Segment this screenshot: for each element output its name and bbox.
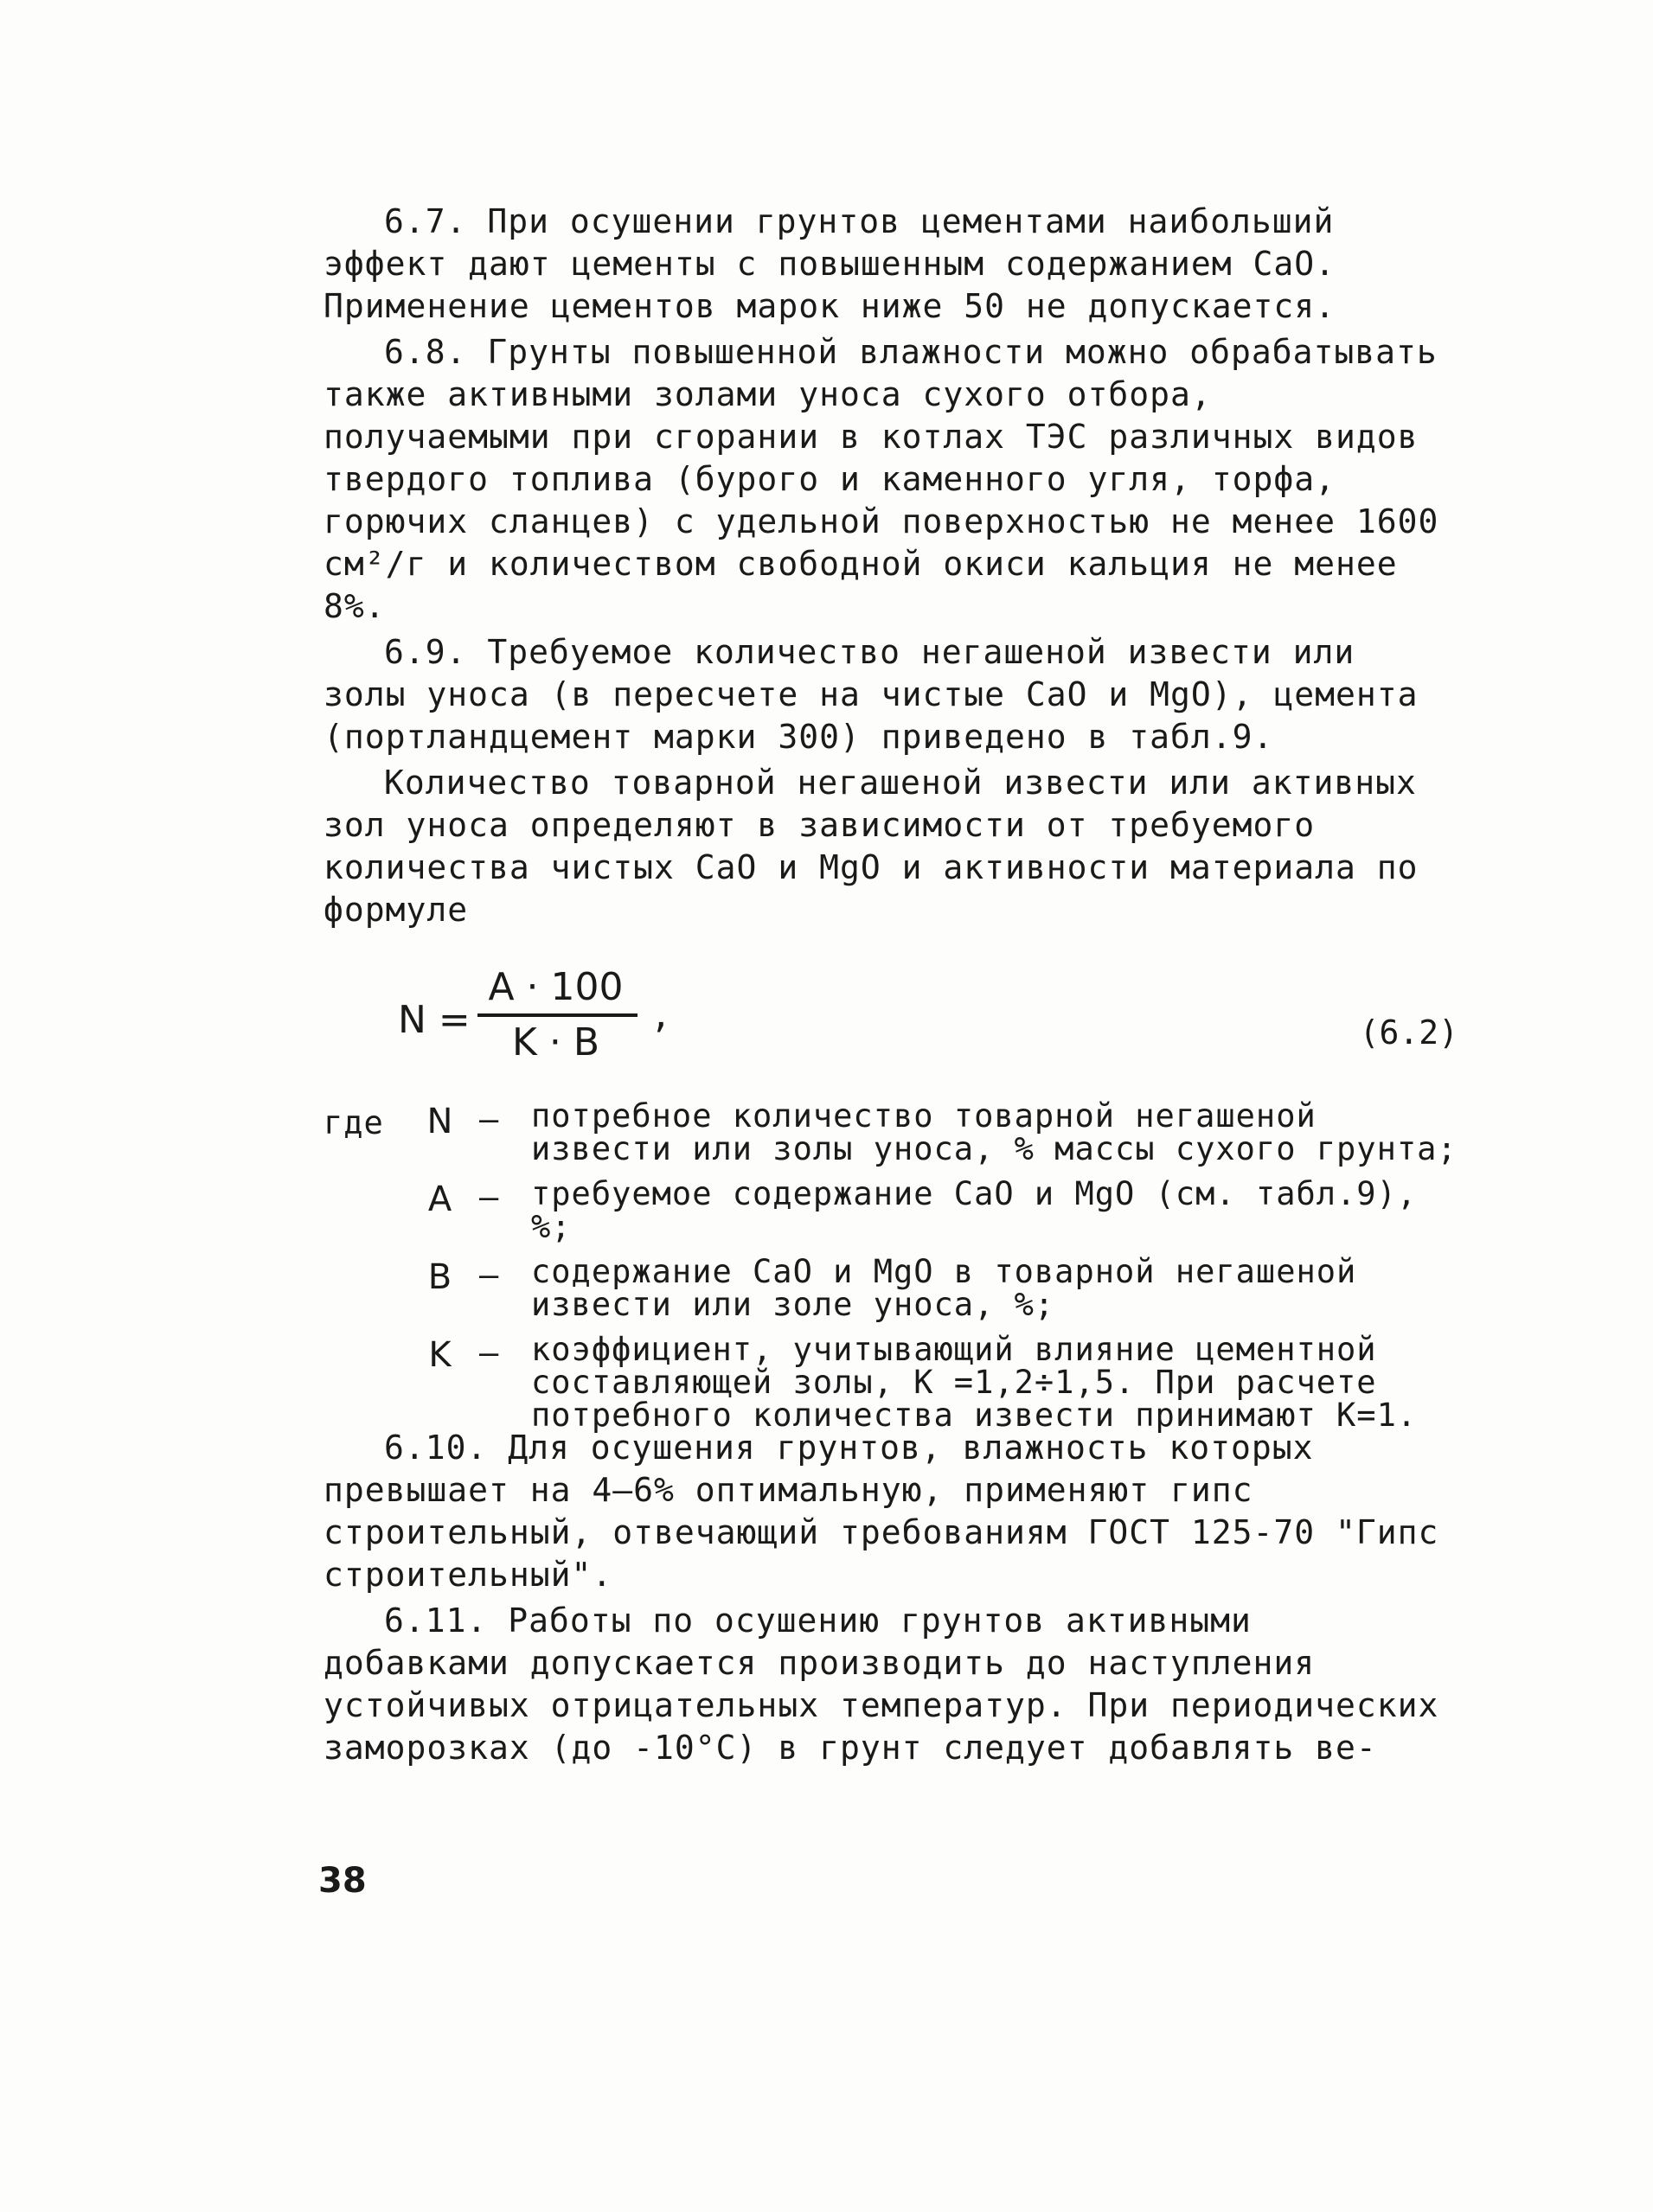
definition-symbol: A bbox=[427, 1180, 453, 1219]
definition-dash: – bbox=[479, 1256, 500, 1294]
definition-b bbox=[324, 1253, 1465, 1323]
formula-6-2 bbox=[398, 962, 1470, 1083]
fraction-bar bbox=[477, 1013, 637, 1017]
definition-a bbox=[324, 1175, 1465, 1245]
formula-numerator: A · 100 bbox=[488, 965, 624, 1009]
definition-n bbox=[324, 1097, 1465, 1167]
definition-symbol: B bbox=[427, 1257, 453, 1297]
paragraph-quantity: Количество товарной негашеной извести или активных зол уноса определяют в зависимости от требуемого количества чистых CaO и MgO и активности материала по формуле bbox=[324, 764, 1419, 929]
formula-lhs: N = bbox=[398, 998, 471, 1042]
definition-dash: – bbox=[479, 1334, 500, 1371]
definition-dash: – bbox=[479, 1101, 500, 1138]
definition-symbol: N bbox=[426, 1102, 454, 1141]
definition-dash: – bbox=[479, 1179, 500, 1216]
definition-text: потребное количество товарной негашеной извести или золы уноса, % массы сухого грунта; bbox=[531, 1097, 1458, 1167]
paragraph-6-10: 6.10. Для осушения грунтов, влажность которых превышает на 4–6% оптимальную, применяют гипс строительный, отвечающий требованиям ГОСТ 125-70 "Гипс строительный". bbox=[324, 1429, 1439, 1594]
formula-number: (6.2) bbox=[1359, 1013, 1458, 1052]
paragraph-6-8: 6.8. Грунты повышенной влажности можно обрабатывать также активными золами уноса сухого отбора, получаемыми при сгорании в котлах ТЭС различных видов твердого топлива (бурого и каменного угля, торфа, горючих сланцев) с удельной поверхностью не менее 1600 см²/г и количеством свободной окиси кальция не менее 8%. bbox=[324, 333, 1439, 625]
definitions-list bbox=[324, 1097, 1465, 1444]
where-label: где bbox=[324, 1104, 384, 1141]
definition-text: содержание CaO и MgO в товарной негашеной извести или золе уноса, %; bbox=[531, 1253, 1357, 1323]
definition-symbol: K bbox=[428, 1335, 452, 1375]
paragraph-6-11: 6.11. Работы по осушению грунтов активными добавками допускается производить до наступления устойчивых отрицательных температур. При периодических заморозках (до -10°C) в грунт следует добавлять ве- bbox=[324, 1601, 1439, 1767]
formula-denominator: K · B bbox=[512, 1020, 599, 1064]
definition-k bbox=[324, 1333, 1465, 1432]
text-block-top bbox=[324, 201, 1457, 931]
page-number: 38 bbox=[318, 1861, 367, 1901]
definition-text: требуемое содержание CaO и MgO (см. табл.9), %; bbox=[531, 1175, 1418, 1245]
definition-text: коэффициент, учитывающий влияние цементной составляющей золы, K =1,2÷1,5. При расчете потребного количества извести принимают K=1. bbox=[531, 1331, 1418, 1434]
text-block-bottom bbox=[324, 1427, 1457, 1769]
formula-comma: , bbox=[650, 996, 672, 1036]
paragraph-6-7: 6.7. При осушении грунтов цементами наибольший эффект дают цементы с повышенным содержанием CaO. Применение цементов марок ниже 50 не допускается. bbox=[324, 202, 1336, 325]
paragraph-6-9: 6.9. Требуемое количество негашеной извести или золы уноса (в пересчете на чистые CaO и MgO), цемента (портландцемент марки 300) приведено в табл.9. bbox=[324, 633, 1419, 756]
